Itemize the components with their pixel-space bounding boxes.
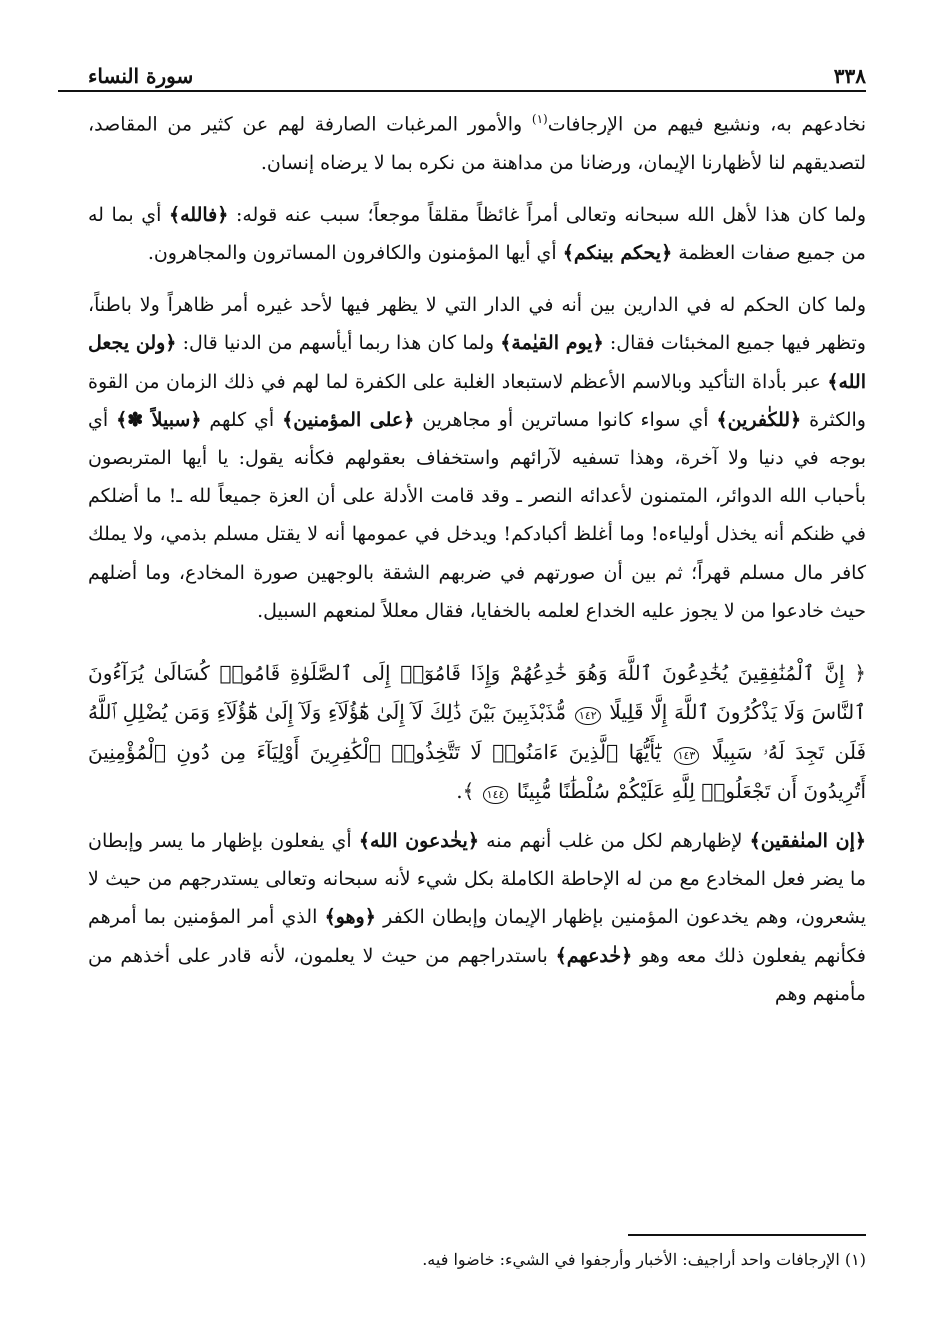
text-run: أي بما له من جميع صفات العظمة	[88, 203, 866, 264]
text-run: أي بوجه في دنيا ولا آخرة، وهذا تسفيه لآرائهم واستخفاف بعقولهم فكأنه يقول: يا أيها المتربصون بأحباب الله الدوائر، المتمنون لأعدائه النصر ـ وقد قامت الأدلة على أن العزة جميعاً لله ـ! ما أضلكم في ظنكم أنه يخذل أولياءه! وما أغلظ أكبادكم! ويدخل في عمومها أنه لا يقتل مسلم بذمي، ولا يملك كافر مال مسلم قهراً؛ ثم بين أن صورتهم في ضربهم الشقة بالوجهين صورة المخادع، وما أضلهم حيث خادعوا من لا يجوز عليه الخداع لعلمه بالخفايا، فقال معللاً لمنعهم السبيل.	[88, 408, 866, 622]
footnote-rule	[628, 1234, 866, 1236]
header-rule	[58, 90, 866, 92]
quran-quote: ﴿خٰدعهم﴾	[555, 944, 633, 967]
quran-quote: ﴿يحكم بينكم﴾	[562, 241, 673, 264]
ayah-number-marker: ١٤٢	[575, 707, 601, 725]
text-run: ولما كان الحكم له في الدارين بين أنه في الدار التي لا يظهر فيها لأحد غيره أمر ظاهراً ولا باطناً، وتظهر فيها جميع المخبئات فقال:	[88, 294, 866, 355]
quran-quote: ﴿سبيلاً ✽﴾	[116, 408, 202, 431]
verse-text: مُّذَبْذَبِينَ بَيْنَ ذَٰلِكَ لَآ إِلَىٰ هَٰٓؤُلَآءِ وَلَآ إِلَىٰ هَٰٓؤُلَآءِ وَمَن يُضْلِلِ ٱللَّهُ فَلَن تَجِدَ لَهُۥ سَبِيلًا	[88, 700, 867, 764]
paragraph-4	[88, 822, 866, 1013]
quran-verses-block	[88, 654, 866, 812]
ayah-number-marker: ١٤٣	[674, 747, 700, 765]
book-page	[88, 52, 866, 1312]
text-run: أي كلهم	[201, 408, 283, 431]
text-run: لإظهارهم لكل من غلب أنهم منه	[478, 829, 750, 852]
paragraph-2	[88, 196, 866, 272]
page-header	[88, 52, 866, 88]
footnote	[88, 1248, 866, 1272]
quran-quote: ﴿على المؤمنين﴾	[282, 408, 415, 431]
quran-quote: ﴿ولن يجعل الله﴾	[88, 332, 866, 393]
quran-quote: ﴿يخٰدعون الله﴾	[358, 829, 479, 852]
text-run: ولما كان هذا لأهل الله سبحانه وتعالى أمراً غائظاً مقلقاً موجعاً؛ سبب عنه قوله:	[228, 203, 867, 226]
quran-quote: ﴿للكٰفرين﴾	[716, 408, 802, 431]
footnote-text: الإرجافات واحد أراجيف: الأخبار وأرجفوا في الشيء: خاضوا فيه.	[422, 1250, 845, 1269]
footnote-ref[interactable]: (١)	[531, 112, 548, 126]
page-number: ٣٣٨	[833, 64, 866, 88]
paragraph-3	[88, 286, 866, 630]
text-run: باستدراجهم من حيث لا يعلمون، لأنه قادر على أخذهم من مأمنهم وهم	[88, 944, 866, 1005]
text-run: عبر بأداة التأكيد وبالاسم الأعظم لاستبعاد الغلبة على الكفرة لما لهم في ذلك الزمان من القوة والكثرة	[88, 370, 866, 431]
ayah-number-marker: ١٤٤	[483, 786, 509, 804]
text-run: أي سواء كانوا مساترين أو مجاهرين	[414, 408, 717, 431]
paragraph-1	[88, 100, 866, 182]
footnote-number: (١)	[844, 1250, 866, 1269]
text-run: والأمور المرغبات الصارفة لهم عن كثير من المقاصد، لتصديقهم لنا لأظهارنا الإيمان، ورضانا من مداهنة من نكره بما لا يرضاه إنسان.	[88, 113, 866, 174]
quran-quote: ﴿وهو﴾	[324, 906, 376, 929]
verse-text: ﴾.	[456, 779, 481, 804]
verse-text: ﴿ إِنَّ ٱلْمُنَٰفِقِينَ يُخَٰدِعُونَ ٱللَّهَ وَهُوَ خَٰدِعُهُمْ وَإِذَا قَامُوٓا۟ إِلَى ٱلصَّلَوٰةِ قَامُوا۟ كُسَالَىٰ يُرَآءُونَ ٱلنَّاسَ وَلَا يَذْكُرُونَ ٱللَّهَ إِلَّا قَلِيلًا	[88, 660, 866, 725]
surah-title: سورة النساء	[88, 64, 194, 88]
quran-quote: ﴿يوم القيٰمة﴾	[500, 332, 604, 355]
text-run: نخادعهم به، ونشيع فيهم من الإرجافات	[547, 113, 866, 136]
quran-quote: ﴿فالله﴾	[168, 203, 229, 226]
body-text	[88, 100, 866, 1013]
text-run: الذي أمر المؤمنين بما أمرهم فكأنهم يفعلون ذلك معه وهو	[88, 906, 866, 967]
verse-text: يَٰٓأَيُّهَا ٱلَّذِينَ ءَامَنُوا۟ لَا تَتَّخِذُوا۟ ٱلْكَٰفِرِينَ أَوْلِيَآءَ مِن دُونِ ٱلْمُؤْمِنِينَ أَتُرِيدُونَ أَن تَجْعَلُوا۟ لِلَّهِ عَلَيْكُمْ سُلْطَٰنًا مُّبِينًا	[88, 739, 866, 804]
quran-quote: ﴿إن المنٰفقين﴾	[749, 829, 866, 852]
text-run: أي أيها المؤمنون والكافرون المساترون والمجاهرون.	[147, 241, 563, 264]
text-run: أي يفعلون بإظهار ما يسر وإبطان ما يضر فعل المخادع مع من له الإحاطة الكاملة بكل شيء لأنه سبحانه وتعالى يستدرجهم من حيث لا يشعرون، وهم يخدعون المؤمنين بإظهار الإيمان وإبطان الكفر	[88, 829, 866, 929]
text-run: ولما كان هذا ربما أيأسهم من الدنيا قال:	[176, 332, 501, 355]
